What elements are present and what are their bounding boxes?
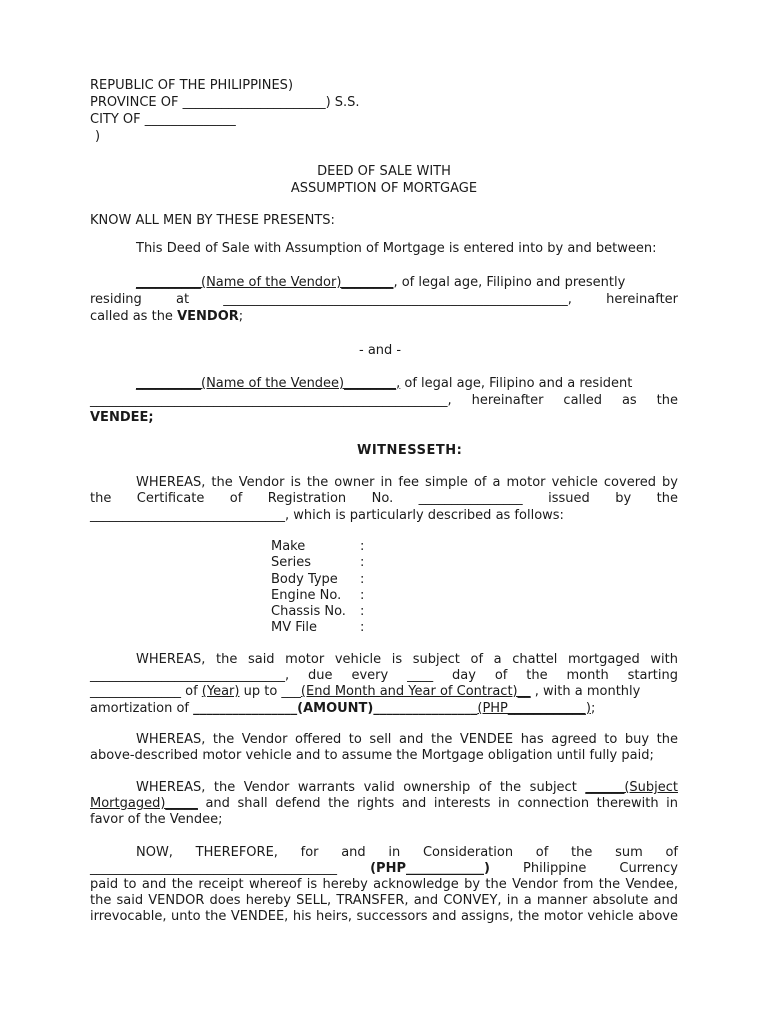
and-separator: - and -	[359, 343, 402, 358]
vendee-name-field: __________(Name of the Vendee)________,	[136, 376, 401, 391]
witnesseth-heading: WITNESSETH:	[357, 443, 463, 458]
entered-into: This Deed of Sale with Assumption of Mortgage is entered into by and between:	[136, 241, 657, 256]
republic-line: REPUBLIC OF THE PHILIPPINES)	[90, 78, 294, 93]
amortization-text: amortization of	[90, 701, 194, 716]
spec-label-body-type: Body Type	[271, 572, 338, 587]
currency-text: Philippine Currency	[489, 861, 678, 876]
whereas4-line3: favor of the Vendee;	[90, 812, 223, 827]
vendor-role-line	[90, 309, 243, 325]
vendee-line2: _______________________________________________________, hereinafter called as the	[90, 393, 678, 408]
spec-label-mv-file: MV File	[271, 620, 317, 635]
mortgaged-field: Mortgaged)_____	[90, 796, 198, 811]
now-line1: NOW, THEREFORE, for and in Consideration of the sum of	[136, 845, 678, 860]
whereas4-line2	[90, 796, 678, 812]
vendor-after-name: , of legal age, Filipino and presently	[393, 275, 626, 290]
whereas3-line1: WHEREAS, the Vendor offered to sell and the VENDEE has agreed to buy the	[136, 732, 678, 747]
line-end: ;	[590, 701, 596, 716]
spec-colon: :	[360, 539, 365, 554]
sum-php-field: (PHP____________)	[370, 861, 490, 876]
whereas1-line3: ______________________________, which is particularly described as follows:	[90, 508, 564, 523]
now-line5: irrevocable, unto the VENDEE, his heirs, successors and assigns, the motor vehicle above	[90, 909, 678, 924]
warrants-text: WHEREAS, the Vendor warrants valid ownership of the subject	[136, 780, 586, 795]
called-as-text: called as the	[90, 309, 173, 324]
spec-colon: :	[360, 604, 365, 619]
document-title-line2: ASSUMPTION OF MORTGAGE	[290, 181, 478, 196]
vendor-name-field: __________(Name of the Vendor)________	[136, 275, 394, 290]
city-line: CITY OF ______________	[90, 112, 236, 127]
subject-field: ______(Subject	[585, 780, 678, 795]
spec-colon: :	[360, 588, 365, 603]
spec-label-series: Series	[271, 555, 311, 570]
now-line2	[90, 861, 678, 877]
know-all-men: KNOW ALL MEN BY THESE PRESENTS:	[90, 213, 335, 228]
end-contract-field: (End Month and Year of Contract)__	[300, 684, 531, 699]
start-blank: ______________ of	[90, 684, 202, 699]
spec-label-chassis-no: Chassis No.	[271, 604, 346, 619]
now-line3: paid to and the receipt whereof is hereby acknowledge by the Vendor from the Vendee,	[90, 877, 678, 892]
spec-colon: :	[360, 555, 365, 570]
vendor-role-end: ;	[238, 309, 244, 324]
vendor-name-line	[136, 275, 625, 291]
amount-field: ________________(AMOUNT)________________	[193, 701, 478, 716]
whereas2-line3	[90, 684, 640, 700]
spec-colon: :	[360, 572, 365, 587]
vendor-role: VENDOR	[177, 309, 239, 324]
residing-blank: _____________________________________________________,	[223, 292, 572, 307]
whereas4-line1	[90, 780, 678, 796]
spec-colon: :	[360, 620, 365, 635]
sum-blank: ______________________________________	[90, 861, 371, 876]
vendee-after-name: of legal age, Filipino and a resident	[400, 376, 633, 391]
spec-label-make: Make	[271, 539, 306, 554]
year-field: (Year)	[201, 684, 240, 699]
spec-label-engine-no: Engine No.	[271, 588, 342, 603]
whereas3-line2: above-described motor vehicle and to assume the Mortgage obligation until fully paid;	[90, 748, 654, 763]
whereas1-line2: the Certificate of Registration No. ________________ issued by the	[90, 491, 678, 506]
whereas2-line4	[90, 701, 595, 717]
defend-text: and shall defend the rights and interests in connection therewith in	[197, 796, 678, 811]
caption-paren: )	[95, 129, 101, 144]
document-title-line1: DEED OF SALE WITH	[317, 164, 451, 179]
php-field: (PHP____________)	[477, 701, 591, 716]
up-to-text: up to ___	[239, 684, 301, 699]
monthly-text: , with a monthly	[530, 684, 641, 699]
whereas1-line1: WHEREAS, the Vendor is the owner in fee simple of a motor vehicle covered by	[136, 475, 678, 490]
vendor-residing-line	[90, 292, 678, 308]
vendee-name-line	[136, 376, 632, 392]
residing-label: residing at	[90, 292, 190, 307]
whereas2-line1: WHEREAS, the said motor vehicle is subject of a chattel mortgaged with	[136, 652, 678, 667]
hereinafter-text: hereinafter	[606, 292, 679, 307]
whereas2-line2: ______________________________, due every ____ day of the month starting	[90, 668, 678, 683]
now-line4: the said VENDOR does hereby SELL, TRANSFER, and CONVEY, in a manner absolute and	[90, 893, 678, 908]
province-line: PROVINCE OF ______________________) S.S.	[90, 95, 360, 110]
vendee-role: VENDEE;	[90, 410, 154, 425]
